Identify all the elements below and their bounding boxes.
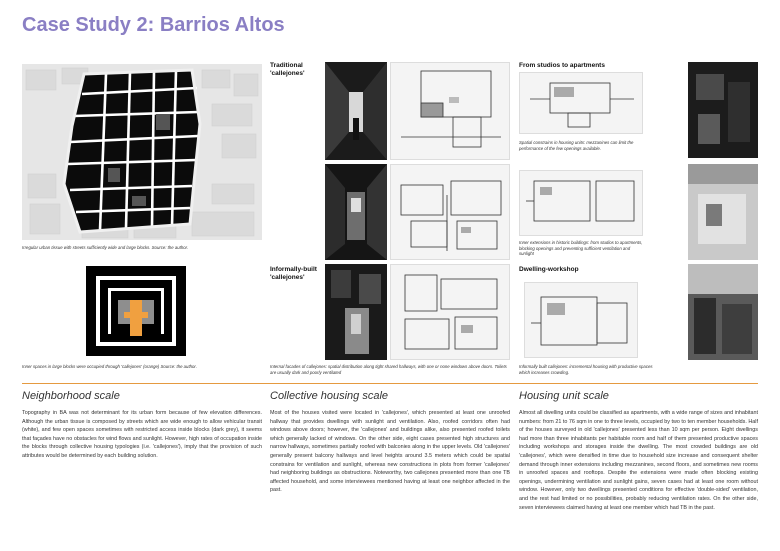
studio-plan-2 (519, 170, 643, 236)
callejon-plan-1 (390, 62, 510, 160)
callejon-photo-1 (325, 62, 387, 160)
map-caption: Irregular urban tissue with streets sufficiently wide and large blocks. Source: the author. (22, 245, 189, 250)
studios-heading: From studios to apartments (519, 62, 605, 69)
workshop-caption: Informally built callejones: incremental housing with productive spaces which increases crowding. (519, 364, 653, 375)
workshop-photo (688, 264, 758, 360)
callejon-photo-2 (325, 164, 387, 260)
studios-caption: Spatial constrains in housing units: mezzanines can limit the performance of the few openings available. (519, 140, 634, 151)
collective-heading: Collective housing scale (270, 390, 389, 402)
housing-unit-text: Almost all dwelling units could be classified as apartments, with a wide range of sizes and inhabitant numbers: from 21 to 76 sqm in one to three levels, occupied by two to ten member households. Half of the houses surveyed in old 'callejones' presented less than 10 sqm per person. Eight dwellings had more than three inhabitants per habitable room and half of them presented productive spaces including workshops and storages inside the dwelling. The most crowded buildings are old 'callejones', which were densified in time due to household size increase and consequent shelter demand through inner extensions including mezzanines, second floors, and sometimes new rooms in unroofed spaces and rooftops. Despite the extensions were made often blocking existing openings, undermining ventilation and sunlight gains, seven cases had at least one room without window. However, only two dwellings presented conditions for effective 'double-sided' ventilation, and the rest had limited or no possibilities, probably reducing ventilation rates. On the other side, seven interviewees claimed having at least one member which had TB in the past. (519, 410, 758, 511)
inner-spaces-caption: Inner spaces in large blocks were occupied through 'callejones' (orange) Source: the author. (22, 364, 197, 369)
dwelling-workshop-heading: Dwelling-workshop (519, 266, 579, 273)
housing-unit-heading: Housing unit scale (519, 390, 609, 402)
page-title: Case Study 2: Barrios Altos (22, 14, 285, 36)
informal-callejones-heading: Informally-built 'callejones' (270, 266, 317, 281)
extensions-caption: Inner extensions in historic buildings: from studios to apartments, blocking openings and preventing sufficient ventilation and sunlight (519, 240, 643, 257)
section-divider (22, 383, 758, 384)
urban-tissue-map (22, 64, 262, 240)
neighborhood-text: Topography in BA was not determinant for its urban form because of few elevation differences. Although the urban tissue is composed by streets which are wide enough to allow vehicular transit (white), and few open spaces sometimes with restricted access inside blocks (dark grey), it seems that façades have no obstacles for wind flows and sunlight. However, high rates of occupation inside the blocks through collective housing typologies (i.e. 'callejones'), imply that the provision of such attributes would be determined by each building solution. (22, 410, 262, 459)
callejon-plan-2 (390, 164, 510, 260)
traditional-callejones-heading: Traditional 'callejones' (270, 62, 305, 77)
workshop-plan (524, 282, 638, 358)
studio-plan-1 (519, 72, 643, 134)
informal-callejon-plan (390, 264, 510, 360)
studio-photo-1 (688, 62, 758, 158)
collective-text: Most of the houses visited were located in 'callejones', which presented at least one unroofed hallway that provides dwellings with sunlight and ventilation. Also, roofed corridors often had windows above doors; however, the 'callejones' and buildings alike, also presented roofed toilets which generally lacked of windows. On the other side, eight cases presented high structures and narrow hallways, sometimes partially roofed with balconies along in the upper levels. Old 'callejones' generally present balcony hallways and level heights around 3.5 meters which could be spatial constrains for ventilation and sunlight, whereas new constructions in plots from former 'callejones' had neighboring buildings as obstructions. Noteworthy, two callejones presented more than one TB affected household, and some interviewees mentioned having at least one neighbor affected in the past. (270, 410, 510, 494)
neighborhood-heading: Neighborhood scale (22, 390, 120, 402)
studio-photo-2 (688, 164, 758, 260)
inner-spaces-diagram (86, 266, 186, 356)
informal-callejon-photo (325, 264, 387, 360)
informal-callejon-caption: Internal facades of callejones: spatial distribution along tight shared hallways, with one or none windows above doors. Toilets are usually dark and poorly ventilated (270, 364, 507, 375)
